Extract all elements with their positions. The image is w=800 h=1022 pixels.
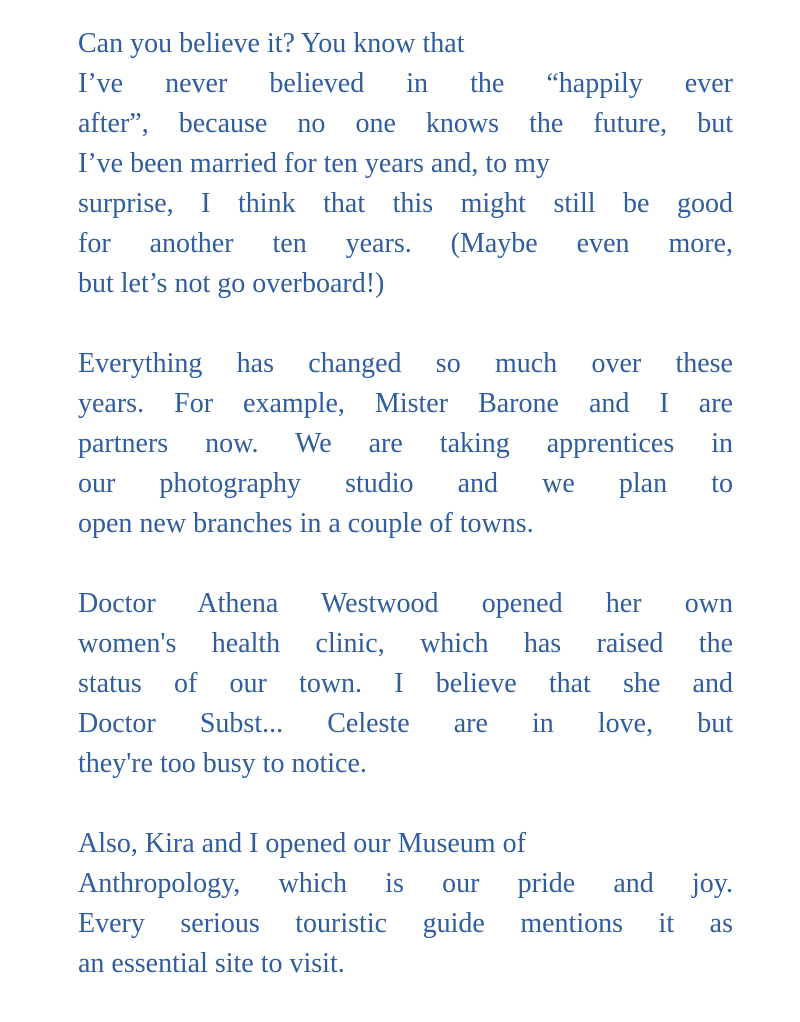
text-line: Also, Kira and I opened our Museum of (78, 828, 526, 859)
text-line: Doctor Athena Westwood opened her own (78, 588, 733, 619)
paragraph-museum (78, 824, 733, 984)
text-line: Doctor Subst... Celeste are in love, but (78, 708, 733, 739)
text-line: women's health clinic, which has raised the (78, 628, 733, 659)
text-line: partners now. We are taking apprentices in (78, 428, 733, 459)
text-line: status of our town. I believe that she and (78, 668, 733, 699)
text-line: our photography studio and we plan to (78, 468, 733, 499)
paragraph-studio (78, 344, 733, 544)
paragraph-marriage (78, 24, 733, 304)
text-line: Anthropology, which is our pride and joy. (78, 868, 733, 899)
text-line: after”, because no one knows the future, but (78, 108, 733, 139)
text-line: open new branches in a couple of towns. (78, 508, 534, 539)
text-line: surprise, I think that this might still be good (78, 188, 733, 219)
text-line: an essential site to visit. (78, 948, 345, 979)
text-line: Can you believe it? You know that (78, 28, 465, 59)
text-line: Every serious touristic guide mentions it as (78, 908, 733, 939)
paragraph-clinic (78, 584, 733, 784)
text-line: they're too busy to notice. (78, 748, 367, 779)
text-line: Everything has changed so much over these (78, 348, 733, 379)
text-line: for another ten years. (Maybe even more, (78, 228, 733, 259)
text-line: but let’s not go overboard!) (78, 268, 385, 299)
text-line: I’ve been married for ten years and, to my (78, 148, 550, 179)
text-line: I’ve never believed in the “happily ever (78, 68, 733, 99)
text-line: years. For example, Mister Barone and I are (78, 388, 733, 419)
